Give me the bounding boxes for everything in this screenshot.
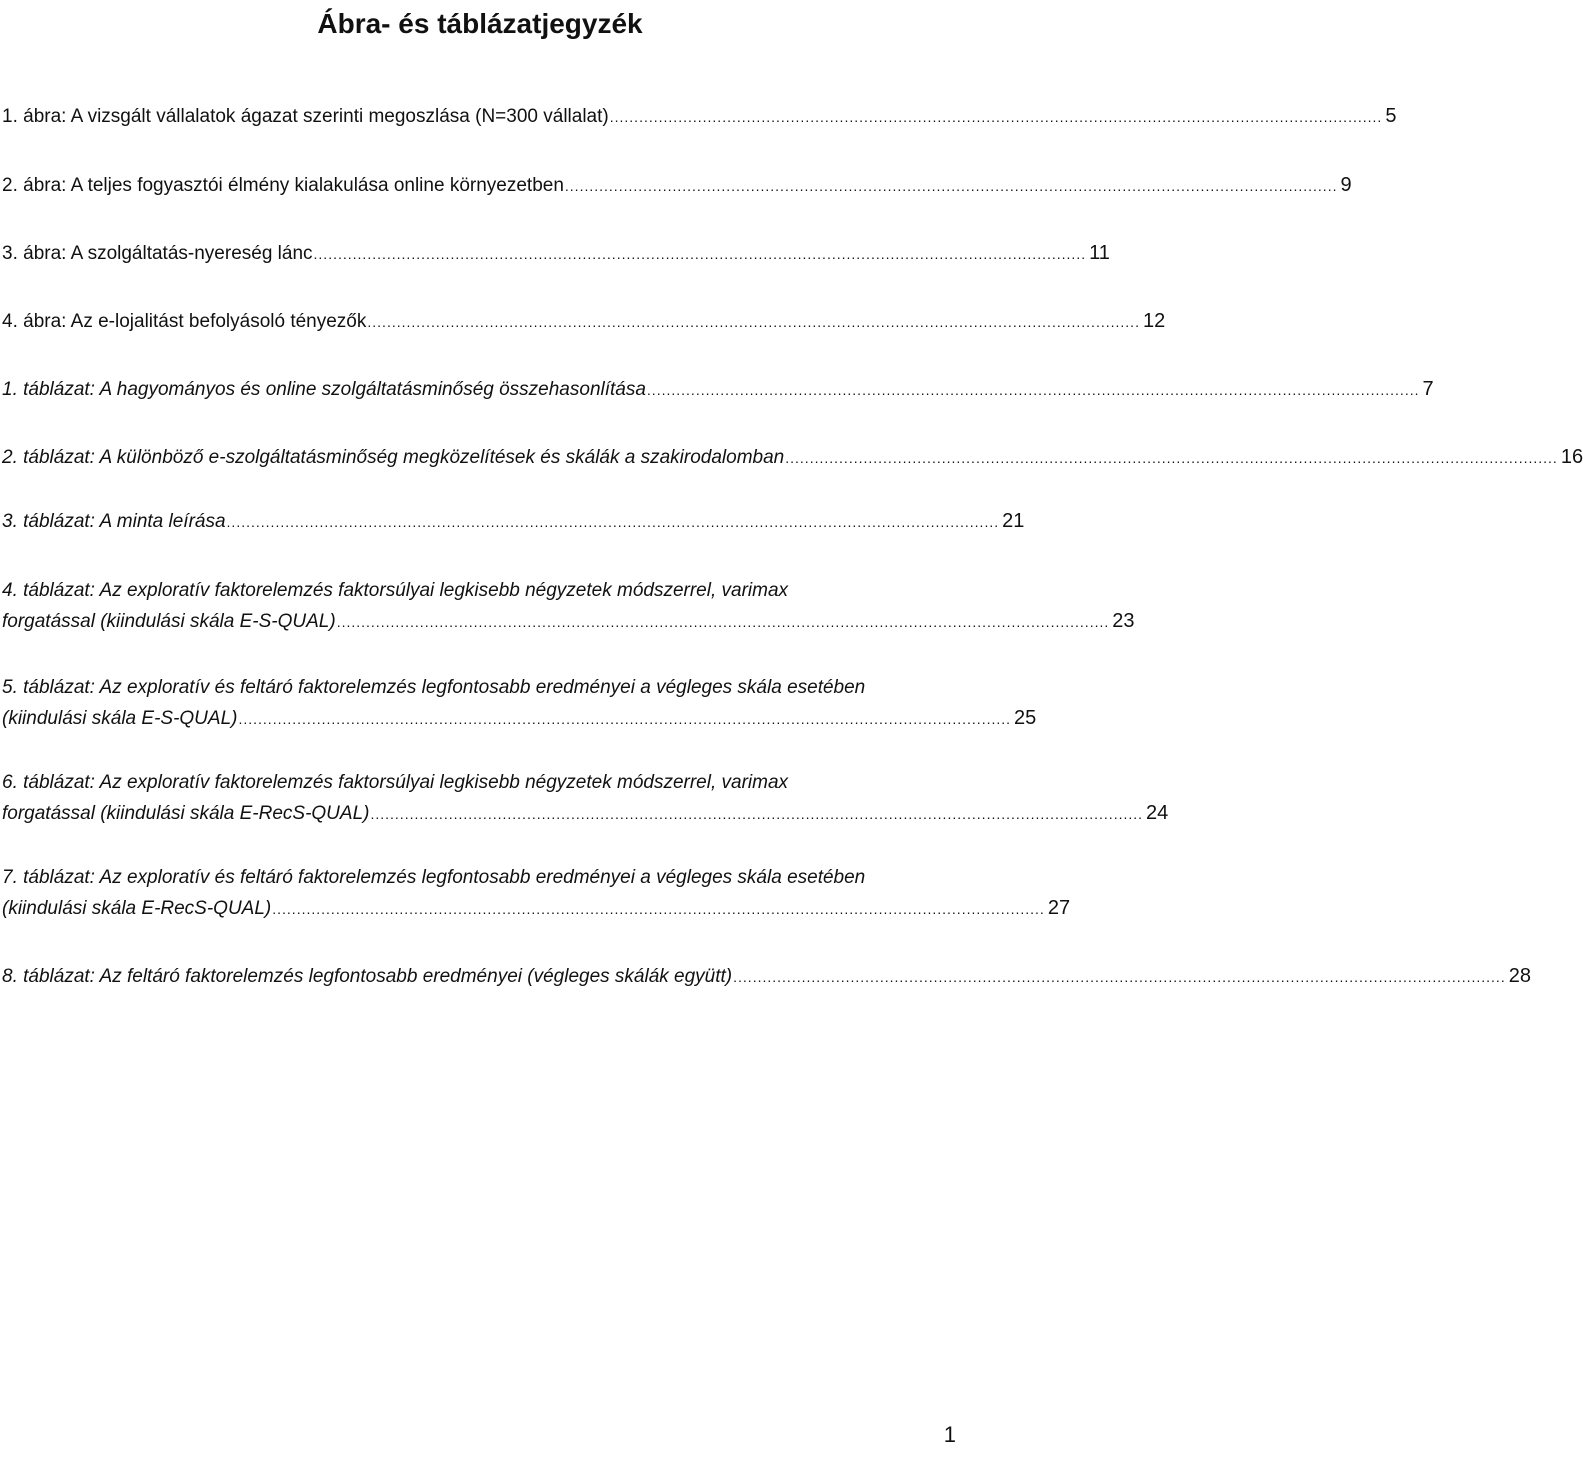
toc-entry-label: 4. ábra: Az e-lojalitást befolyásoló tényezők — [2, 311, 367, 332]
toc-entry-line — [2, 506, 1025, 538]
toc-entry-line-first — [2, 862, 959, 893]
toc-entry-line — [2, 238, 1110, 270]
toc-page-number: 24 — [1146, 802, 1169, 824]
toc-entry-line — [2, 893, 1071, 925]
toc-page-number: 25 — [1014, 707, 1037, 729]
toc-entry-label-continued: forgatással (kiindulási skála E-RecS-QUAL) — [2, 803, 370, 824]
toc-entry[interactable] — [2, 306, 1166, 338]
toc-entry-label: 5. táblázat: Az exploratív és feltáró faktorelemzés legfontosabb eredményei a végleges skála esetében — [2, 677, 866, 698]
dot-leader: .............................................................................................................................................................. — [785, 450, 1558, 466]
page-title: Ábra- és táblázatjegyzék — [317, 8, 643, 39]
toc-entry-line — [2, 170, 1352, 202]
dot-leader: .............................................................................................................................................................. — [226, 514, 1000, 530]
toc-page-number: 28 — [1508, 965, 1531, 987]
toc-page-number: 16 — [1560, 446, 1583, 468]
dot-leader: .............................................................................................................................................................. — [370, 806, 1144, 822]
dot-leader: .............................................................................................................................................................. — [564, 178, 1338, 194]
toc-entry-line-first — [2, 575, 959, 606]
toc-entry-label: 2. ábra: A teljes fogyasztói élmény kialakulása online környezetben — [2, 175, 564, 196]
toc-page-number: 11 — [1089, 242, 1110, 264]
toc-entry[interactable] — [2, 862, 1071, 925]
toc-page-number: 7 — [1422, 378, 1434, 400]
toc-entry-label-continued: (kiindulási skála E-S-QUAL) — [2, 708, 238, 729]
toc-entry-line — [2, 374, 1434, 406]
dot-leader: .............................................................................................................................................................. — [238, 711, 1012, 727]
toc-page-number: 23 — [1112, 610, 1135, 632]
toc-entry-line-first — [2, 672, 959, 703]
toc-entry[interactable] — [2, 374, 1434, 406]
toc-entry-line — [2, 798, 1169, 830]
toc-entry-line — [2, 101, 1397, 133]
toc-entry[interactable] — [2, 442, 1583, 474]
toc-entry-label-continued: forgatással (kiindulási skála E-S-QUAL) — [2, 611, 336, 632]
toc-entry-label: 1. ábra: A vizsgált vállalatok ágazat szerinti megoszlása (N=300 vállalat) — [2, 106, 609, 127]
toc-entry[interactable] — [2, 767, 1169, 830]
toc-entry-label: 4. táblázat: Az exploratív faktorelemzés faktorsúlyai legkisebb négyzetek módszerrel, varimax — [2, 580, 789, 601]
toc-entry[interactable] — [2, 238, 1110, 270]
dot-leader: .............................................................................................................................................................. — [313, 246, 1087, 262]
page-number-footer: 1 — [943, 1422, 956, 1447]
toc-entry-label: 8. táblázat: Az feltáró faktorelemzés legfontosabb eredményei (végleges skálák együtt) — [2, 966, 733, 987]
toc-entry-label: 1. táblázat: A hagyományos és online szolgáltatásminőség összehasonlítása — [2, 379, 646, 400]
toc-page-number: 9 — [1340, 174, 1352, 196]
toc-entry-label-continued: (kiindulási skála E-RecS-QUAL) — [2, 898, 272, 919]
toc-entry[interactable] — [2, 961, 1531, 993]
toc-entry-label: 3. táblázat: A minta leírása — [2, 511, 226, 532]
toc-entry[interactable] — [2, 506, 1025, 538]
toc-page-number: 27 — [1047, 897, 1071, 919]
toc-entry[interactable] — [2, 170, 1352, 202]
toc-page-number: 21 — [1002, 510, 1025, 532]
dot-leader: .............................................................................................................................................................. — [272, 901, 1045, 917]
toc-entry-label: 3. ábra: A szolgáltatás-nyereség lánc — [2, 243, 313, 264]
toc-entry-line — [2, 306, 1166, 338]
toc-entry[interactable] — [2, 101, 1397, 133]
toc-entry-label: 7. táblázat: Az exploratív és feltáró faktorelemzés legfontosabb eredményei a végleges skála esetében — [2, 867, 866, 888]
dot-leader: .............................................................................................................................................................. — [609, 109, 1383, 125]
toc-entry[interactable] — [2, 672, 1037, 735]
dot-leader: .............................................................................................................................................................. — [646, 382, 1420, 398]
toc-page-number: 5 — [1385, 105, 1397, 127]
toc-entry-line — [2, 961, 1531, 993]
toc-entry-label: 2. táblázat: A különböző e-szolgáltatásminőség megközelítések és skálák a szakirodalomban — [2, 447, 785, 468]
toc-entry-line — [2, 442, 1583, 474]
toc-entry[interactable] — [2, 575, 1135, 638]
toc-page-number: 12 — [1142, 310, 1166, 332]
toc-entry-line-first — [2, 767, 959, 798]
dot-leader: .............................................................................................................................................................. — [367, 314, 1140, 330]
toc-entry-line — [2, 606, 1135, 638]
dot-leader: .............................................................................................................................................................. — [336, 614, 1110, 630]
dot-leader: .............................................................................................................................................................. — [733, 969, 1506, 985]
toc-entry-label: 6. táblázat: Az exploratív faktorelemzés faktorsúlyai legkisebb négyzetek módszerrel, varimax — [2, 772, 789, 793]
toc-entry-line — [2, 703, 1037, 735]
